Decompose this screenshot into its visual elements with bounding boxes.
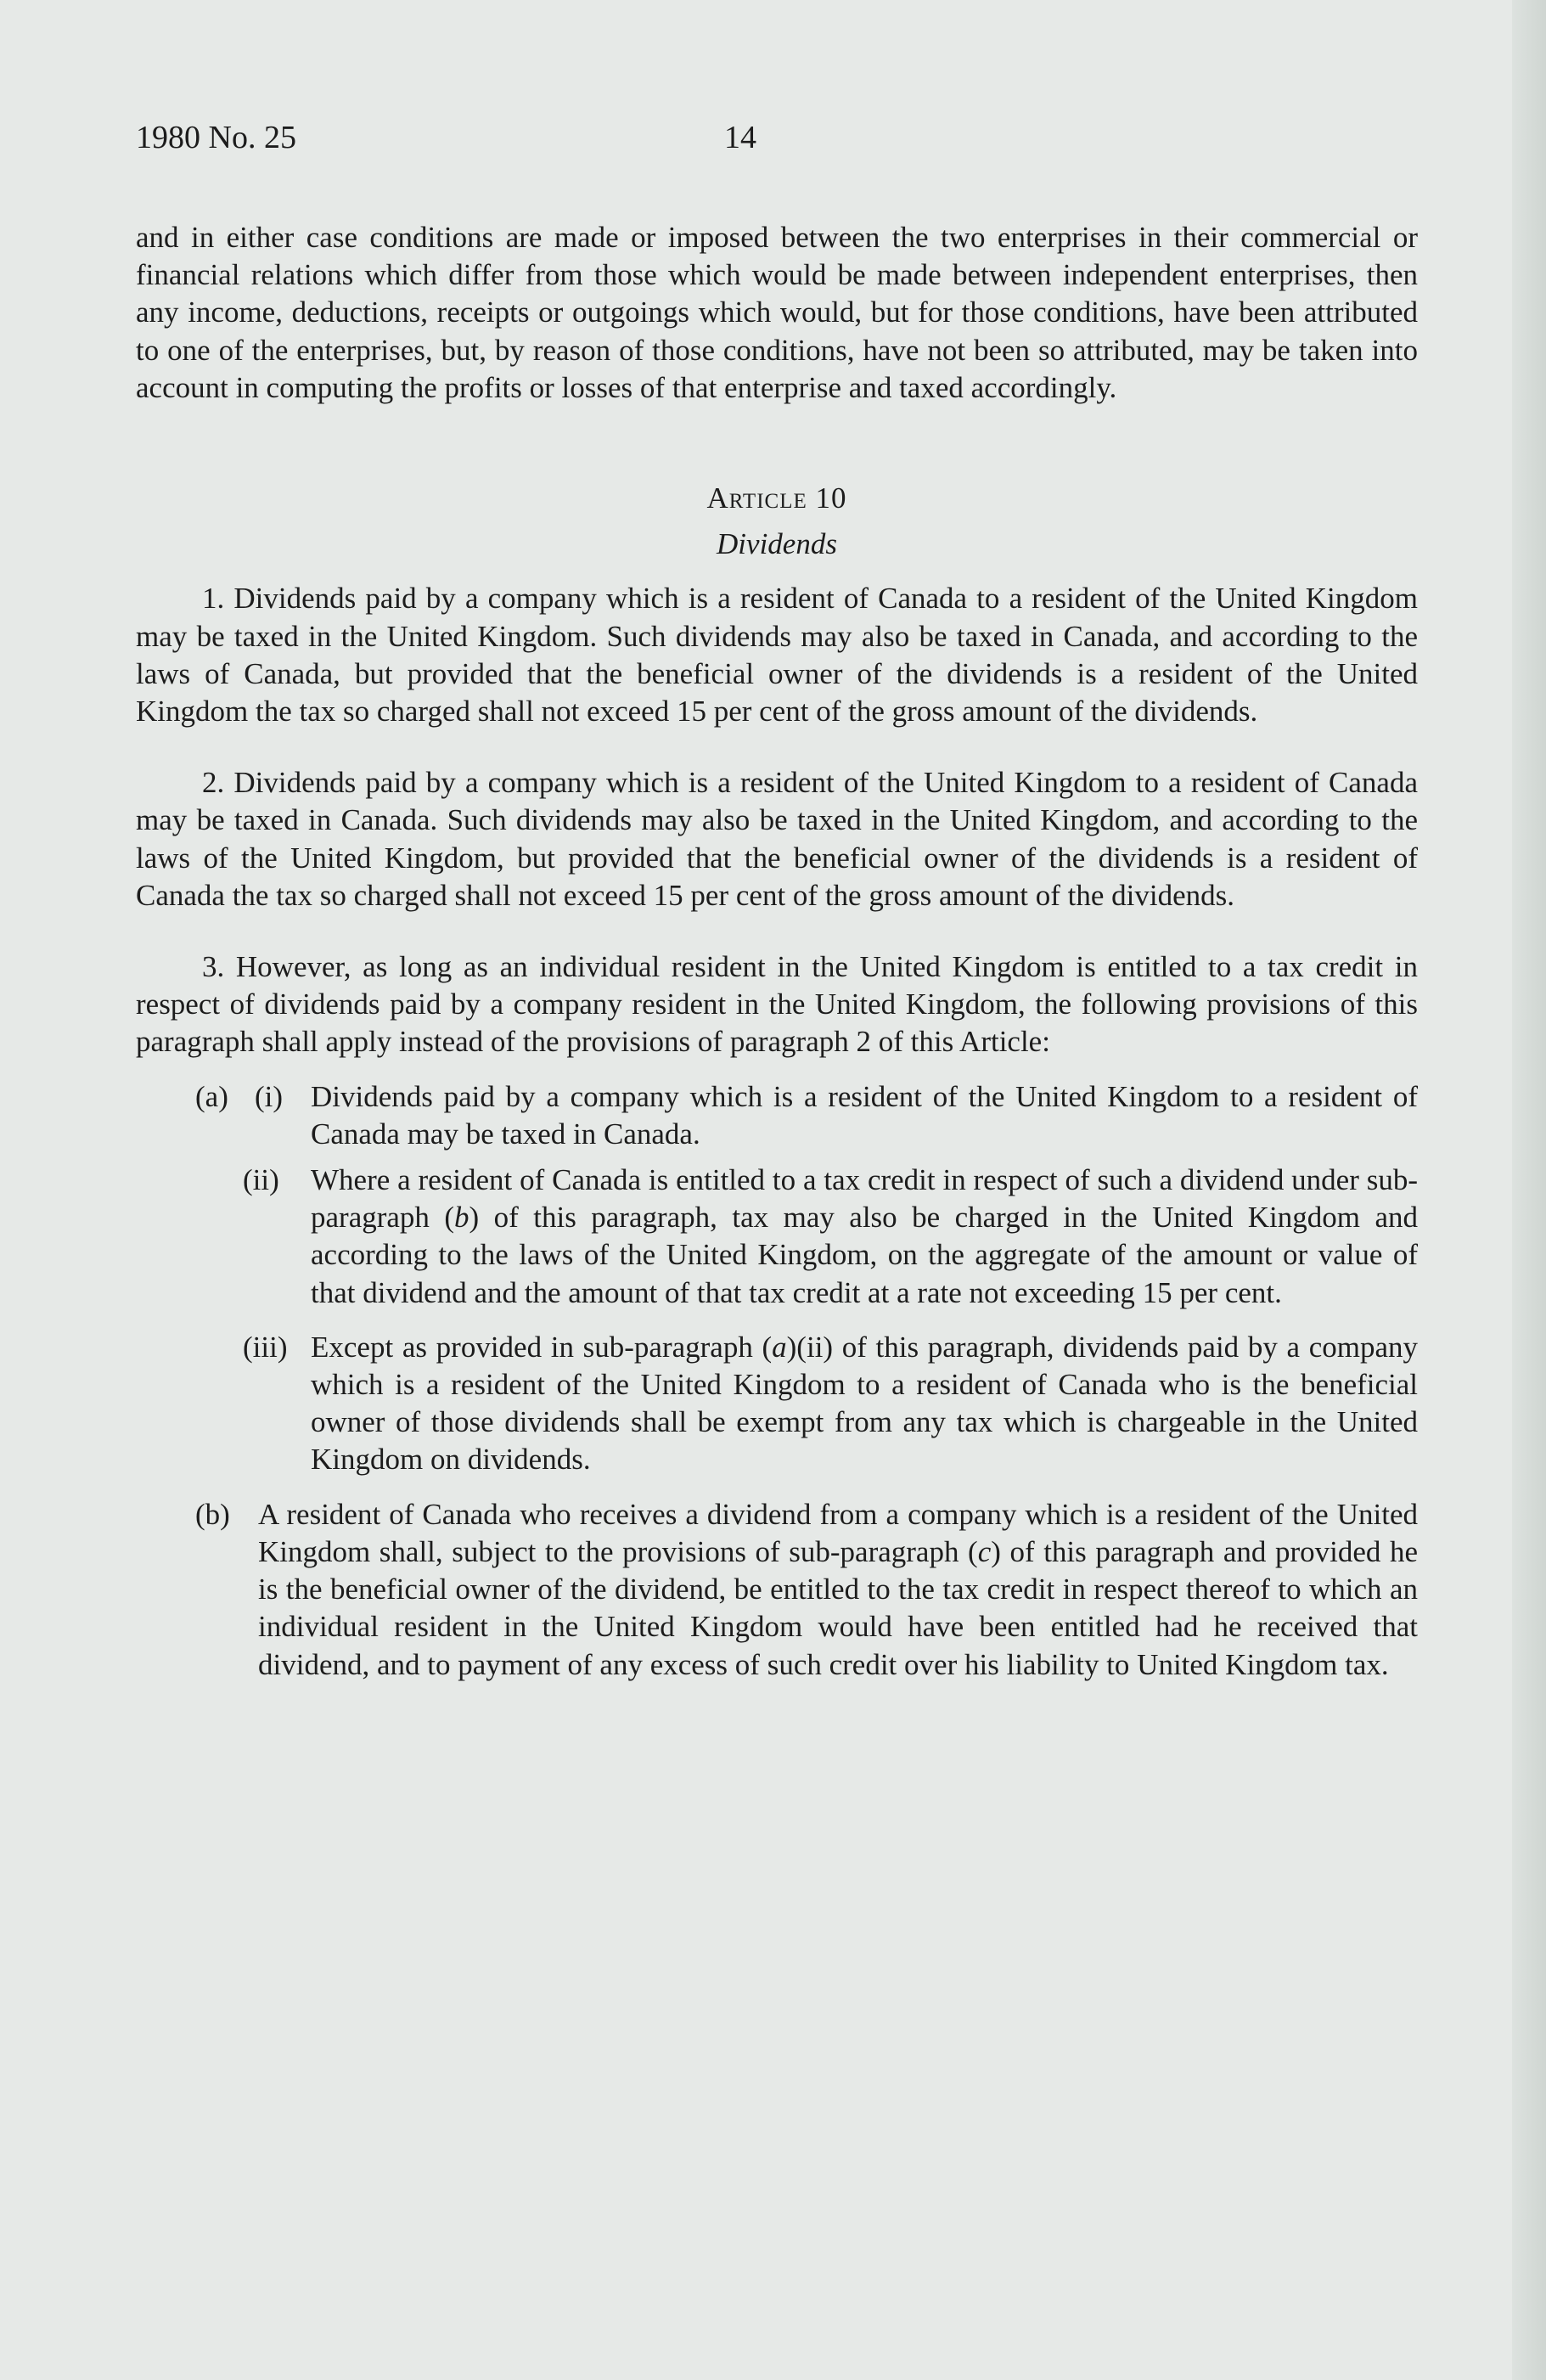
- paragraph-2: 2. Dividends paid by a company which is a resident of the United Kingdom to a resident of Canada may be taxed in Canada. Such dividends may also be taxed in the United Kingdom, and according to the laws of the United Kingdom, but provided that the beneficial owner of the dividends is a resident of Canada the tax so charged shall not exceed 15 per cent of the gross amount of the dividends.: [136, 766, 1418, 912]
- subparagraph-a-label: (a): [195, 1079, 228, 1113]
- subparagraph-a-iii: [136, 1329, 1418, 1479]
- clause-i-text: Dividends paid by a company which is a resident of the United Kingdom to a resident of Canada may be taxed in Canada.: [311, 1079, 1418, 1151]
- clause-iii-text: Except as provided in sub-paragraph (a)(ii) of this paragraph, dividends paid by a company which is a resident of the United Kingdom to a resident of Canada who is the beneficial owner of those dividends shall be exempt from any tax which is chargeable in the United Kingdom on dividends.: [311, 1330, 1418, 1477]
- subparagraph-b-text: A resident of Canada who receives a dividend from a company which is a resident of the United Kingdom shall, subject to the provisions of sub-paragraph (c) of this paragraph and provided he is the beneficial owner of the dividend, be entitled to the tax credit in respect thereof to which an individual resident in the United Kingdom would have been entitled had he received that dividend, and to payment of any excess of such credit over his liability to United Kingdom tax.: [258, 1497, 1418, 1681]
- body-text: [136, 219, 1418, 1684]
- subparagraph-a-ii: [136, 1162, 1418, 1312]
- clause-ii-text: Where a resident of Canada is entitled to a tax credit in respect of such a dividend under sub-paragraph (b) of this paragraph, tax may also be charged in the United Kingdom and according to the laws of the United Kingdom, on the aggregate of the amount or value of that dividend and the amount of that tax credit at a rate not exceeding 15 per cent.: [311, 1163, 1418, 1309]
- clause-iii-label: (iii): [243, 1330, 288, 1364]
- article-label: Article 10: [706, 481, 847, 515]
- subparagraph-b-label: (b): [195, 1497, 230, 1531]
- clause-i-label: (i): [255, 1079, 284, 1113]
- page-number: 14: [724, 120, 756, 155]
- subparagraph-a-i: [136, 1078, 1418, 1153]
- header-citation: 1980 No. 25: [136, 120, 296, 155]
- article-title: Dividends: [717, 527, 837, 561]
- article-heading: [136, 480, 1418, 517]
- running-header: [136, 119, 1418, 161]
- paragraph-3: 3. However, as long as an individual resident in the United Kingdom is entitled to a tax credit in respect of dividends paid by a company resident in the United Kingdom, the following provisions of this paragraph shall apply instead of the provisions of paragraph 2 of this Article:: [136, 950, 1418, 1059]
- paragraph-1: 1. Dividends paid by a company which is a resident of Canada to a resident of the United Kingdom may be taxed in the United Kingdom. Such dividends may also be taxed in Canada, and according to the laws of Canada, but provided that the beneficial owner of the dividends is a resident of the United Kingdom the tax so charged shall not exceed 15 per cent of the gross amount of the dividends.: [136, 582, 1418, 729]
- subparagraph-b: [136, 1496, 1418, 1684]
- intro-paragraph: and in either case conditions are made or imposed between the two enterprises in their commercial or financial relations which differ from those which would be made between independent enterprises, then any income, deductions, receipts or outgoings which would, but for those conditions, have been attributed to one of the enterprises, but, by reason of those conditions, have not been so attributed, may be taken into account in computing the profits or losses of that enterprise and taxed accordingly.: [136, 221, 1418, 404]
- page-edge: [1512, 0, 1546, 2380]
- clause-ii-label: (ii): [243, 1163, 279, 1197]
